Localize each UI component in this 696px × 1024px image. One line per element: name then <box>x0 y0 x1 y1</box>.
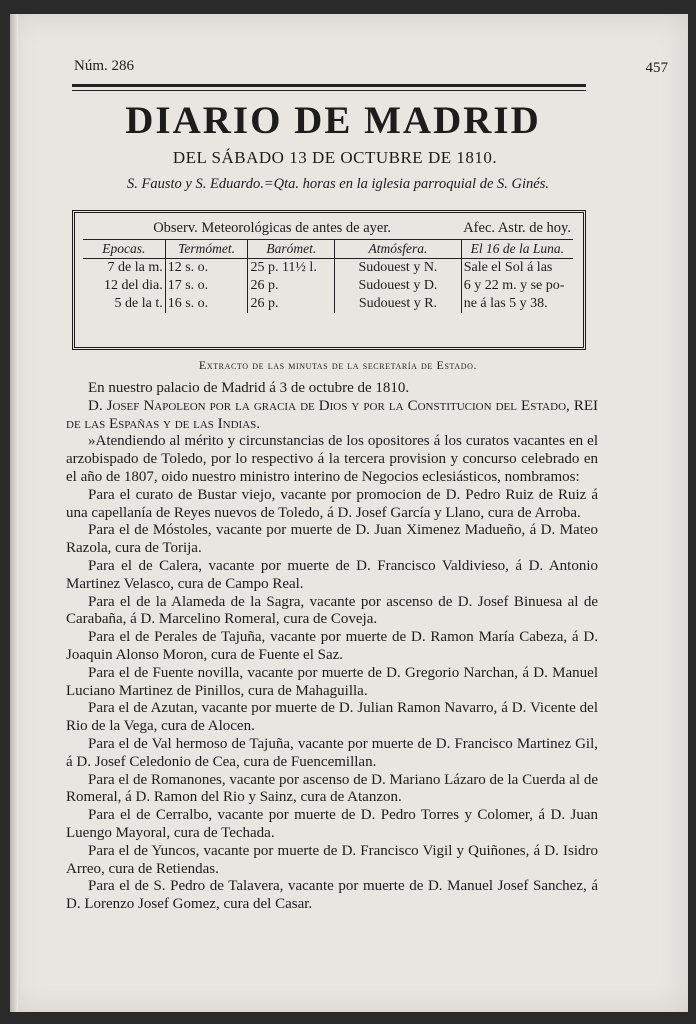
cell-epoca: 12 del dia. <box>104 278 163 293</box>
cell-atmosfera: Sudouest y D. <box>335 277 461 295</box>
paragraph: Para el curato de Bustar viejo, vacante por promocion de D. Pedro Ruiz de Ruiz á una capellanía de Reyes nuevos de Toledo, á D. Josef García y Llano, cura de Arroba. <box>66 486 598 521</box>
cell-atmosfera: Sudouest y R. <box>335 295 461 313</box>
cell-barometro: 26 p. <box>248 295 335 313</box>
col-barometro: Barómet. <box>248 240 335 259</box>
date-line: DEL SÁBADO 13 DE OCTUBRE DE 1810. <box>172 148 498 167</box>
saints-line: S. Fausto y S. Eduardo.=Qta. horas en la iglesia parroquial de S. Ginés. <box>127 176 549 192</box>
paragraph: Para el de Perales de Tajuña, vacante por muerte de D. Ramon María Cabeza, á D. Joaquin Alonso Moron, cura de Fuente el Saz. <box>66 629 598 663</box>
cell-atmosfera: Sudouest y N. <box>335 259 461 278</box>
paragraph: Para el de Romanones, vacante por ascenso de D. Mariano Lázaro de la Cuerda al de Romeral, á D. Ramon del Rio y Sainz, cura de Atanzon. <box>66 771 598 806</box>
cell-termometro: 16 s. o. <box>165 295 248 313</box>
cell-epoca: 5 de la t. <box>114 296 163 311</box>
paragraph: Para el de S. Pedro de Talavera, vacante por muerte de D. Manuel Josef Sanchez, á D. Lorenzo Josef Gomez, cura del Casar. <box>66 878 598 913</box>
weather-row <box>83 277 573 295</box>
paragraph: Para el de Fuente novilla, vacante por muerte de D. Gregorio Narchan, á D. Manuel Luciano Martinez de Pinillos, cura de Mahaguilla. <box>66 664 598 699</box>
weather-table-box <box>72 210 586 350</box>
newspaper-page <box>10 14 688 1012</box>
page-edge-shadow <box>10 14 18 1012</box>
col-luna: El 16 de la Luna. <box>461 240 573 259</box>
cell-epoca: 7 de la m. <box>107 260 163 275</box>
weather-row <box>83 295 573 313</box>
weather-table <box>83 219 573 313</box>
cell-barometro: 26 p. <box>248 277 335 295</box>
weather-row <box>83 259 573 278</box>
page-number: 457 <box>645 60 668 76</box>
issue-number: Núm. 286 <box>74 58 134 74</box>
paragraph: Para el de Azutan, vacante por muerte de D. Julian Ramon Navarro, á D. Vicente del Rio de la Vega, cura de Alocen. <box>66 700 598 735</box>
paragraph-decree-header: D. Josef Napoleon por la gracia de Dios y por la Constitucion del Estado, REI de las Españas y de las Indias. <box>66 397 598 432</box>
paragraph: »Atendiendo al mérito y circunstancias de los opositores á los curatos vacantes en el arzobispado de Toledo, por lo respectivo á la tercera provision y concurso celebrado en el año de 1807, oido nuestro ministro interino de Negocios eclesiásticos, nombramos: <box>66 433 598 485</box>
weather-header-right: Afec. Astr. de hoy. <box>461 219 573 240</box>
header-rule-thin <box>72 90 586 91</box>
col-termometro: Termómet. <box>165 240 248 259</box>
masthead-title: DIARIO DE MADRID <box>125 99 541 142</box>
cell-astro: 6 y 22 m. y se po- <box>461 277 573 295</box>
cell-barometro: 25 p. 11½ l. <box>248 259 335 278</box>
cell-astro: Sale el Sol á las <box>461 259 573 278</box>
cell-astro: ne á las 5 y 38. <box>461 295 573 313</box>
header-rule <box>72 84 586 87</box>
paragraph: En nuestro palacio de Madrid á 3 de octubre de 1810. <box>88 380 410 396</box>
article-body <box>66 380 598 914</box>
paragraph: Para el de Cerralbo, vacante por muerte de D. Pedro Torres y Colomer, á D. Juan Luengo Mayoral, cura de Techada. <box>66 807 598 841</box>
col-atmosfera: Atmósfera. <box>335 240 461 259</box>
paragraph: Para el de Calera, vacante por muerte de D. Francisco Valdivieso, á D. Antonio Martinez Velasco, cura de Campo Real. <box>66 557 598 592</box>
weather-header-left: Observ. Meteorológicas de antes de ayer. <box>83 219 461 240</box>
paragraph: Para el de Móstoles, vacante por muerte de D. Juan Ximenez Madueño, á D. Mateo Razola, cura de Torija. <box>66 522 598 557</box>
cell-termometro: 17 s. o. <box>165 277 248 295</box>
paragraph: Para el de la Alameda de la Sagra, vacante por ascenso de D. Josef Binuesa al de Carabaña, á D. Marcelino Romeral, cura de Coveja. <box>66 593 598 628</box>
cell-termometro: 12 s. o. <box>165 259 248 278</box>
paragraph: Para el de Val hermoso de Tajuña, vacante por muerte de D. Francisco Martinez Gil, á D. Josef Celedonio de Cea, cura de Fuencemillan. <box>66 735 598 770</box>
col-epocas: Epocas. <box>83 240 165 259</box>
paragraph: Para el de Yuncos, vacante por muerte de D. Francisco Vigil y Quiñones, á D. Isidro Arreo, cura de Retiendas. <box>66 842 598 877</box>
section-heading: Extracto de las minutas de la secretaría de Estado. <box>198 358 478 372</box>
